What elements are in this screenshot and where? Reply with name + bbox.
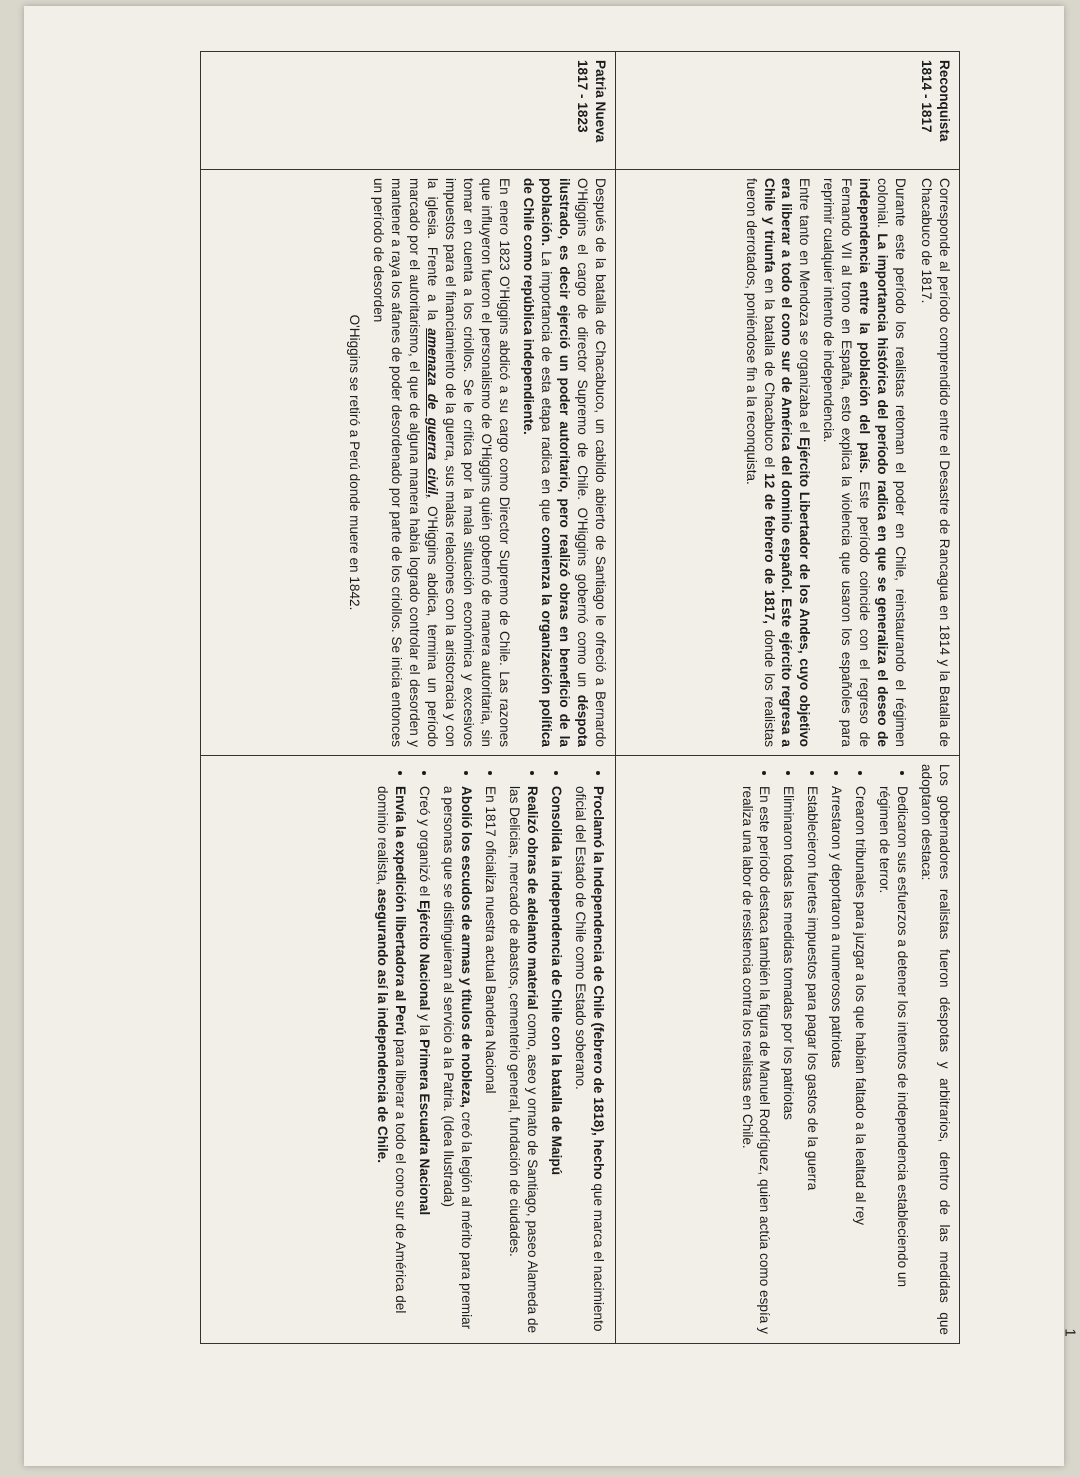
description-paragraph: Entre tanto en Mendoza se organizaba el Ejército Libertador de los Andes, cuyo objetivo era liberar a todo el cono sur de América del dominio español. Este ejército regresa a Chile y triunfa en la batalla de Chacabuco el 12 de febrero de 1817, donde los realistas fueron derrotados, poniéndose fin a la reconquista. — [743, 178, 813, 747]
description-cell — [615, 170, 959, 756]
table-row — [615, 52, 959, 1344]
measures-cell — [615, 756, 959, 1344]
list-item: • Establecieron fuertes impuestos para pagar los gastos de la guerra — [803, 786, 821, 1335]
period-years: 1817 - 1823 — [574, 60, 590, 133]
period-name: Patria Nueva — [592, 60, 608, 143]
period-name: Reconquista — [937, 60, 952, 142]
description-intro: Corresponde al período comprendido entre el Desastre de Rancagua en 1814 y la Batalla de Chacabuco de 1817. — [919, 178, 952, 747]
measures-intro: Los gobernadores realistas fueron déspotas y arbitrarios, dentro de las medidas que adoptaron destaca: — [919, 764, 952, 1335]
measures-cell — [201, 756, 616, 1344]
history-table — [200, 51, 960, 1344]
measures-list — [738, 764, 912, 1335]
list-item: • Eliminaron todas las medidas tomadas por los patriotas — [780, 786, 798, 1335]
paper-sheet — [24, 6, 1079, 1466]
measures-list — [373, 764, 606, 1335]
page-number: 1 — [1061, 1328, 1079, 1337]
list-item: • Creó y organizó el Ejército Nacional y la Primera Escuadra Nacional — [415, 786, 433, 1335]
description-paragraph: Durante este período los realistas retoman el poder en Chile, reinstaurando el régimen colonial. La importancia histórica del período radica en que se generaliza el deseo de independencia entre la población del país. Este período coincide con el regreso de Fernando VII al trono en España, esto explica la violencia que usaron los españoles para reprimir cualquier intento de independencia. — [821, 178, 909, 748]
list-item: • Envía la expedición libertadora al Perú para liberar a todo el cono sur de América del dominio realista, asegurando así la independencia de Chile. — [373, 786, 409, 1335]
table-row — [201, 52, 616, 1344]
list-item: • En 1817 oficializa nuestra actual Bandera Nacional — [481, 786, 499, 1335]
description-paragraph: En enero 1823 O'Higgins abdicó a su cargo como Director Supremo de Chile. Las razones que influyeron fueron el personalismo de O'Higgins quién gobernó de manera autoritaria, sin tomar en cuenta a los criollos. Se le crítica por la mala situación económica y excesivos impuestos para el financiamiento de la guerra, sus malas relaciones con la aristocracia y con la iglesia. Frente a la amenaza de guerra civil, O'Higgins abdica, termina un período marcado por el autoritarismo, el que de alguna manera había logrado controlar el desorden y mantener a raya los afanes de poder desordenado por parte de los criollos. Se inicia entonces un período de desorden — [371, 178, 512, 747]
description-cell — [201, 170, 616, 756]
rotated-document — [200, 51, 960, 1343]
description-paragraph: O'Higgins se retiró a Perú donde muere en 1842. — [347, 314, 363, 611]
list-item: • En este período destaca también la figura de Manuel Rodríguez, quien actúa como espía y realiza una labor de resistencia contra los realistas en Chile. — [738, 786, 774, 1335]
description-paragraph: Después de la batalla de Chacabuco, un cabildo abierto de Santiago le ofreció a Bernardo O'Higgins el cargo de director Supremo de Chile. O'Higgins gobernó como un déspota ilustrado, es decir ejerció un poder autoritario, pero realizó obras en beneficio de la población. La importancia de esta etapa radica en que comienza la organización política de Chile como república independiente. — [520, 178, 608, 747]
list-item: • Dedicaron sus esfuerzos a detener los intentos de independencia estableciendo un régimen de terror. — [875, 786, 911, 1335]
period-cell — [615, 52, 959, 170]
list-item: • Proclamó la Independencia de Chile (febrero de 1818), hecho que marca el nacimiento oficial del Estado de Chile como Estado soberano. — [571, 786, 607, 1335]
list-item: • Arrestaron y deportaron a numerosos patriotas — [827, 786, 845, 1335]
list-item: • Realizó obras de adelanto material como, aseo y ornato de Santiago, paseo Alameda de las Delicias, mercado de abastos, cementerio general, fundación de ciudades. — [505, 786, 541, 1335]
list-item: • Abolió los escudos de armas y títulos de nobleza, creó la legión al mérito para premiar a personas que se distinguieran al servicio a la Patria. (Idea Ilustrada) — [439, 786, 475, 1335]
period-years: 1814 - 1817 — [919, 60, 935, 133]
list-item: • Crearon tribunales para juzgar a los que habían faltado a la lealtad al rey — [851, 786, 869, 1335]
list-item: • Consolida la independencia de Chile con la batalla de Maipú — [547, 786, 565, 1335]
period-cell — [201, 52, 616, 170]
